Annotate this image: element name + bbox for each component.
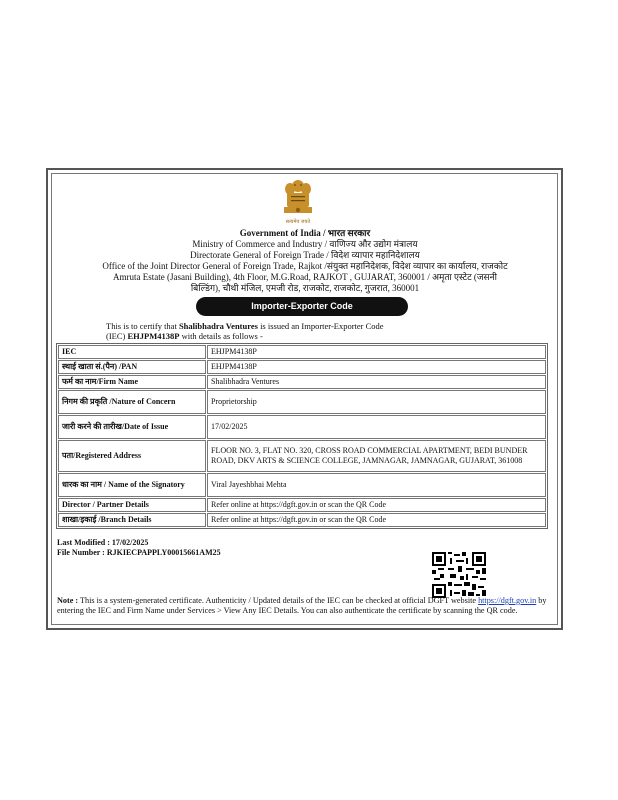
header-directorate: Directorate General of Foreign Trade / विदेश व्यापार महानिदेशालय: [190, 250, 420, 260]
row-label: शाखा/इकाई /Branch Details: [58, 513, 206, 527]
row-label: जारी करने की तारीख/Date of Issue: [58, 415, 206, 439]
row-label: फर्म का नाम/Firm Name: [58, 375, 206, 389]
certify-firm-name: Shalibhadra Ventures: [178, 321, 258, 331]
row-label: IEC: [58, 345, 206, 359]
last-modified: Last Modified : 17/02/2025: [57, 538, 149, 547]
row-value: Refer online at https://dgft.gov.in or scan the QR Code: [207, 513, 546, 527]
row-value: Proprietorship: [207, 390, 546, 414]
row-value: FLOOR NO. 3, FLAT NO. 320, CROSS ROAD COMMERCIAL APARTMENT, BEDI BUNDER ROAD, DKV ARTS & SCIENCE COLLEGE, JAMNAGAR, JAMNAGAR, GUJARAT, 361008: [207, 440, 546, 472]
row-value: 17/02/2025: [207, 415, 546, 439]
table-row: [58, 473, 546, 497]
header-ministry: Ministry of Commerce and Industry / वाणिज्य और उद्योग मंत्रालय: [192, 239, 418, 249]
national-emblem-icon: [278, 176, 318, 228]
certify-iec: EHJPM4138P: [127, 331, 180, 341]
row-label: स्थाई खाता सं.(पैन) /PAN: [58, 360, 206, 374]
row-value: EHJPM4138P: [207, 360, 546, 374]
row-label: धारक का नाम / Name of the Signatory: [58, 473, 206, 497]
table-row: [58, 440, 546, 472]
footer-note: Note : This is a system-generated certificate. Authenticity / Updated details of the IEC can be checked at official DGFT website https://dgft.gov.in by entering the IEC and Firm Name under Services > View Any IEC Details. You can also authenticate the certificate by scanning the QR code.: [57, 596, 547, 615]
certify-line-2: (IEC) EHJPM4138P with details as follows -: [106, 331, 263, 341]
table-row: [58, 390, 546, 414]
file-number: File Number : RJKIECPAPPLY00015661AM25: [57, 548, 221, 557]
row-value: Refer online at https://dgft.gov.in or scan the QR Code: [207, 498, 546, 512]
row-label: Director / Partner Details: [58, 498, 206, 512]
certify-line-1: This is to certify that Shalibhadra Ventures is issued an Importer-Exporter Code: [106, 321, 384, 331]
table-row: [58, 513, 546, 527]
emblem-caption: सत्यमेव जयते: [285, 219, 311, 225]
row-value: EHJPM4138P: [207, 345, 546, 359]
qr-code-icon[interactable]: [432, 552, 486, 598]
table-row: [58, 360, 546, 374]
table-row: [58, 345, 546, 359]
row-label: पता/Registered Address: [58, 440, 206, 472]
table-row: [58, 415, 546, 439]
certificate-title: Importer-Exporter Code: [196, 297, 408, 316]
header-address-2: बिल्डिंग), चौथी मंजिल, एमजी रोड, राजकोट, राजकोट, गुजरात, 360001: [190, 283, 420, 293]
row-value: Viral Jayeshbhai Mehta: [207, 473, 546, 497]
details-table: [56, 343, 548, 529]
dgft-website-link[interactable]: https://dgft.gov.in: [478, 596, 537, 605]
table-row: [58, 375, 546, 389]
note-label: Note :: [57, 596, 79, 605]
table-row: [58, 498, 546, 512]
header-address-1: Amruta Estate (Jasani Building), 4th Floor, M.G.Road, RAJKOT , GUJARAT, 360001 / अमृता एस्टेट (जसनी: [113, 272, 497, 282]
header-government: Government of India / भारत सरकार: [239, 228, 371, 238]
header-office: Office of the Joint Director General of Foreign Trade, Rajkot /संयुक्त महानिदेशक, विदेश व्यापार का कार्यालय, राजकोट: [102, 261, 508, 271]
row-label: निगम की प्रकृति /Nature of Concern: [58, 390, 206, 414]
row-value: Shalibhadra Ventures: [207, 375, 546, 389]
